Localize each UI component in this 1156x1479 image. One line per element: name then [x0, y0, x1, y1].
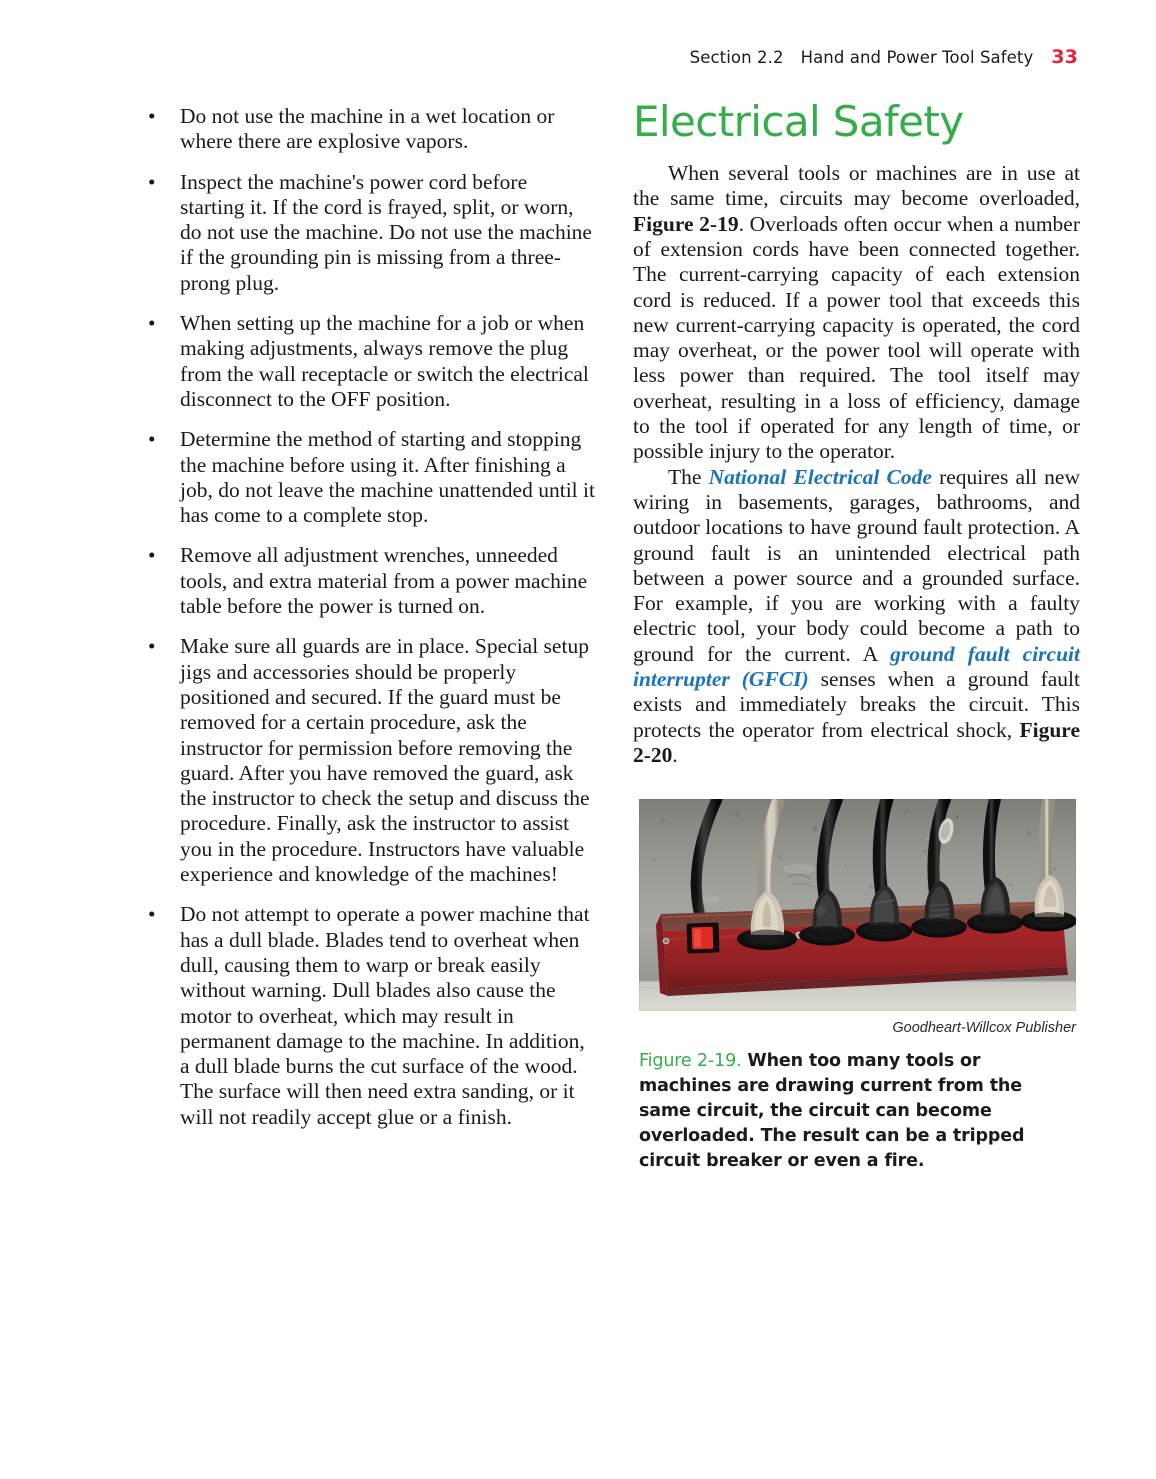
figure-reference-2-19: Figure 2-19 — [633, 211, 739, 236]
figure-2-19 — [639, 799, 1076, 1174]
bullet-icon: • — [148, 427, 156, 452]
figure-caption — [639, 1049, 1076, 1174]
bullet-icon: • — [148, 169, 156, 194]
list-item — [133, 427, 595, 528]
bullet-icon: • — [148, 104, 156, 128]
list-item — [133, 543, 595, 619]
para1-text-part2: . Overloads often occur when a number of extension cords have been connected together. The current-carrying capacity of each extension cord is reduced. If a power tool that exceeds this new current-carrying capacity is operated, the cord may overheat, or the power tool will operate with less power than required. The tool itself may overheat, resulting in a loss of efficiency, damage to the tool if operated for any length of time, or possible injury to the operator. — [633, 211, 1081, 464]
left-column — [133, 104, 595, 1130]
page-number: 33 — [1051, 46, 1078, 68]
right-column — [633, 97, 1081, 768]
para2-text-part1: The — [668, 464, 709, 489]
figure-caption-text: When too many tools or machines are drawing current from the same circuit, the circuit can become overloaded. The result can be a tripped circuit breaker or even a fire. — [639, 1051, 1025, 1171]
para2-text-part4: . — [672, 742, 678, 767]
running-head — [690, 46, 1078, 68]
list-item-text: Inspect the machine's power cord before starting it. If the cord is frayed, split, or worn, do not use the machine. Do not use the machine if the grounding pin is missing from a three-prong plug. — [180, 169, 592, 295]
key-term-gfci: ground fault circuit interrupter (GFCI) — [633, 641, 1080, 692]
list-item — [133, 902, 595, 1130]
list-item-text: Do not use the machine in a wet location or where there are explosive vapors. — [180, 104, 555, 154]
list-item — [133, 311, 595, 412]
list-item — [133, 170, 595, 296]
section-heading: Electrical Safety — [633, 97, 964, 146]
list-item — [133, 104, 595, 155]
key-term-national-electrical-code: National Electrical Code — [708, 464, 932, 489]
bullet-icon: • — [148, 634, 156, 659]
figure-credit: Goodheart-Willcox Publisher — [892, 1020, 1076, 1036]
bullet-icon: • — [148, 543, 156, 568]
list-item-text: Do not attempt to operate a power machine that has a dull blade. Blades tend to overheat when dull, causing them to warp or break easily without warning. Dull blades also cause the motor to overheat, which may result in permanent damage to the machine. In addition, a dull blade burns the cut surface of the wood. The surface will then need extra sanding, or it will not readily accept glue or a finish. — [180, 902, 590, 1129]
para1-text-part1: When several tools or machines are in use at the same time, circuits may become overloaded, — [633, 161, 1080, 211]
bullet-icon: • — [148, 902, 156, 927]
list-item-text: Remove all adjustment wrenches, unneeded tools, and extra material from a power machine table before the power is turned on. — [180, 543, 588, 619]
paragraph-ground-fault — [633, 465, 1080, 769]
figure-reference-2-20: Figure 2-20 — [633, 717, 1080, 767]
bullet-icon: • — [148, 311, 156, 336]
running-head-title: Hand and Power Tool Safety — [800, 48, 1034, 67]
list-item — [133, 634, 595, 887]
para2-text-part2: requires all new wiring in basements, garages, bathrooms, and outdoor locations to have ground fault protection. A ground fault is an unintended electrical path between a power source and a grounded surface. For example, if you are working with a faulty electric tool, your body could become a path to ground for the current. A — [633, 464, 1080, 666]
running-head-section: Section 2.2 — [689, 48, 784, 67]
para2-text-part3: senses when a ground fault exists and immediately breaks the circuit. This protects the operator from electrical shock, — [633, 667, 1081, 742]
list-item-text: When setting up the machine for a job or when making adjustments, always remove the plug from the wall receptacle or switch the electrical disconnect to the OFF position. — [180, 311, 589, 411]
list-item-text: Determine the method of starting and stopping the machine before using it. After finishing a job, do not leave the machine unattended until it has come to a complete stop. — [180, 427, 595, 528]
figure-caption-label: Figure 2-19. — [639, 1051, 742, 1071]
power-strip-illustration — [639, 799, 1076, 1011]
safety-guidelines-list — [133, 104, 595, 1130]
paragraph-overloaded-circuits — [633, 161, 1080, 465]
list-item-text: Make sure all guards are in place. Special setup jigs and accessories should be properly positioned and secured. If the guard must be removed for a certain procedure, ask the instructor for permission before removing the guard. After you have removed the guard, ask the instructor to check the setup and discuss the procedure. Finally, ask the instructor to assist you in the procedure. Instructors have valuable experience and knowledge of the machines! — [180, 634, 590, 887]
figure-photo-power-strip — [639, 799, 1076, 1011]
